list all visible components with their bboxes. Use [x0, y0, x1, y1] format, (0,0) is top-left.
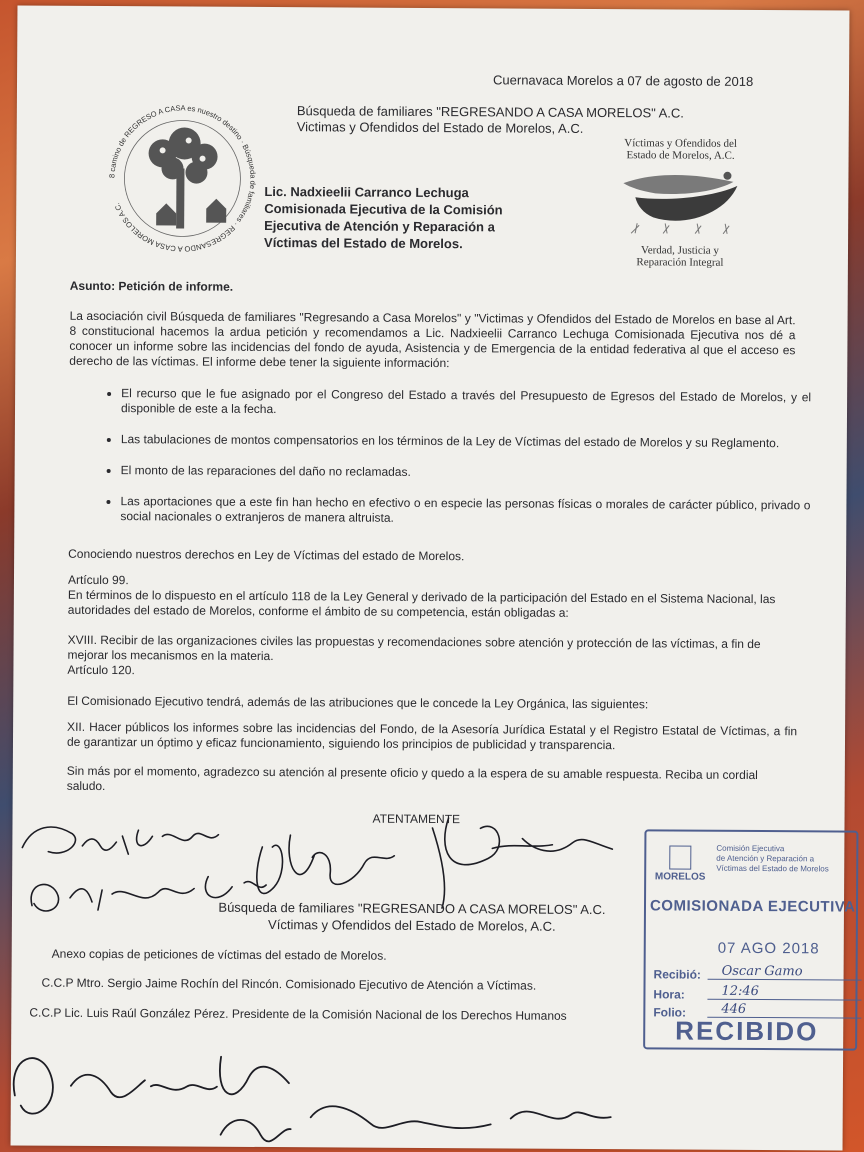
received-stamp: [643, 829, 858, 1050]
logo-right-bottom-2: Reparación Integral: [636, 256, 724, 269]
letterhead-line2: Victimas y Ofendidos del Estado de Morelos, A.C.: [296, 119, 584, 136]
intro-paragraph: La asociación civil Búsqueda de familiares "Regresando a Casa Morelos" y "Victimas y Ofendidos del Estado de Morelos en base al Art. 8 constitucional hacemos la ardua petición y recomendamos a Lic. Nadxieelii Carranco Lechuga Comisionada Ejecutiva nos dé a conocer un informe sobre las incidencias del fondo de ayuda, Asistencia y de Emergencia de la entidad federativa al que el acceso es derecho de las víctimas. El informe debe tener la siguiente información:: [69, 308, 796, 371]
signing-organizations: [152, 898, 672, 935]
list-item: • El monto de las reparaciones del daño no reclamadas.: [121, 463, 811, 482]
fraction-xii: XII. Hacer públicos los informes sobre las incidencias del Fondo, de la Asesoría Jurídica Estatal y el Registro Estatal de Víctimas, a fin de garantizar un óptimo y eficaz funcionamiento, siguiendo los principios de publicidad y transparencia.: [66, 719, 798, 753]
stamp-recibido: RECIBIDO: [675, 1015, 819, 1047]
annex-line: Anexo copias de peticiones de víctimas del estado de Morelos.: [51, 946, 387, 963]
closing-paragraph: Sin más por el momento, agradezco su atención al presente oficio y quedo a la espera de su amable respuesta. Reciba un cordial saludo.: [66, 763, 758, 794]
stamp-commission-line3: Víctimas del Estado de Morelos: [716, 863, 829, 874]
knowing-line: Conociendo nuestros derechos en Ley de Víctimas del estado de Morelos.: [68, 546, 465, 564]
list-item: • Las aportaciones que a este fin han hecho en efectivo o en especie las personas físicas o morales de carácter público, privado o social nacionales o extranjeros de manera altruista.: [120, 494, 810, 528]
victimas-ofendidos-logo: [596, 137, 765, 269]
ccp-line-2: C.C.P Lic. Luis Raúl González Pérez. Presidente de la Comisión Nacional de los Derechos Humanos: [29, 1005, 567, 1023]
letterhead: [297, 103, 684, 137]
stamp-title: COMISIONADA EJECUTIVA: [649, 897, 856, 916]
signing-org-line1: Búsqueda de familiares "REGRESANDO A CASA MORELOS" A.C.: [218, 899, 606, 918]
stamp-date: 07 AGO 2018: [717, 939, 820, 958]
letter-page: [11, 5, 856, 1150]
stamp-recibio-value: Oscar Gamo: [708, 964, 862, 981]
stamp-recibio-label: Recibió:: [653, 967, 701, 982]
addressee-name: Lic. Nadxieelii Carranco Lechuga: [264, 183, 469, 201]
morelos-seal-icon: [669, 845, 691, 869]
fraction-xviii: [67, 633, 797, 682]
signing-org-line2: Víctimas y Ofendidos del Estado de Morelos, A.C.: [268, 917, 556, 934]
stamp-hora-value: 12:46: [707, 984, 861, 1001]
logo-right-top-2: Estado de Morelos, A.C.: [626, 149, 735, 162]
subject-line: Asunto: Petición de informe.: [69, 278, 234, 294]
regresando-a-casa-logo: [102, 98, 263, 264]
addressee-title-1: Comisionada Ejecutiva de la Comisión: [264, 200, 503, 218]
stamp-commission: [716, 844, 829, 875]
article-99: [68, 573, 798, 622]
addressee-title-3: Víctimas del Estado de Morelos.: [264, 234, 463, 252]
info-list: [102, 386, 811, 544]
addressee-title-2: Ejecutiva de Atención y Reparación a: [264, 217, 495, 235]
stamp-commission-line2: de Atención y Reparación a: [716, 853, 815, 864]
bird-icon: [615, 161, 745, 240]
article-99-title: Artículo 99.: [67, 572, 129, 588]
addressee-block: [264, 183, 503, 252]
atentamente-label: ATENTAMENTE: [372, 811, 461, 827]
signatures: [11, 785, 653, 1149]
comisionado-line: El Comisionado Ejecutivo tendrá, además de las atribuciones que le concede la Ley Orgánica, las siguientes:: [67, 693, 649, 712]
list-item: • Las tabulaciones de montos compensatorios en los términos de la Ley de Víctimas del estado de Morelos y su Reglamento.: [121, 432, 811, 451]
stamp-folio-label: Folio:: [653, 1005, 687, 1020]
stamp-morelos-label: MORELOS: [654, 871, 706, 883]
article-120-title: Artículo 120.: [67, 662, 135, 678]
stamp-morelos-block: [652, 845, 708, 882]
article-99-text: En términos de lo dispuesto en el artículo 118 de la Ley General y derivado de la participación del Estado en el Sistema Nacional, las autoridades del estado de Morelos, conforme el ámbito de su competencia, están obligadas a:: [67, 587, 776, 620]
list-item: • El recurso que le fue asignado por el Congreso del Estado a través del Presupuesto de Egresos del Estado de Morelos, y el disponible de este a la fecha.: [121, 386, 811, 420]
stamp-commission-line1: Comisión Ejecutiva: [716, 843, 785, 854]
ccp-line-1: C.C.P Mtro. Sergio Jaime Rochín del Rincón. Comisionado Ejecutivo de Atención a Víctimas.: [41, 975, 537, 993]
logo-right-top-1: Víctimas y Ofendidos del: [624, 137, 738, 150]
stamp-folio-value: 446: [707, 1002, 861, 1019]
stamp-hora-label: Hora:: [653, 987, 685, 1002]
date-line: Cuernavaca Morelos a 07 de agosto de 2018: [492, 72, 754, 89]
logo-right-bottom-1: Verdad, Justicia y: [641, 244, 719, 257]
fraction-xviii-text: XVIII. Recibir de las organizaciones civiles las propuestas y recomendaciones sobre atención y protección de las víctimas, a fin de mejorar los mecanismos en la materia.: [67, 632, 761, 664]
logo-left-ring-text: 8 camino de REGRESO A CASA es nuestro destino · Búsqueda de familiares · REGRESANDO A CASA MORELOS A.C.: [107, 103, 258, 254]
letterhead-line1: Búsqueda de familiares "REGRESANDO A CASA MORELOS" A.C.: [296, 103, 685, 121]
